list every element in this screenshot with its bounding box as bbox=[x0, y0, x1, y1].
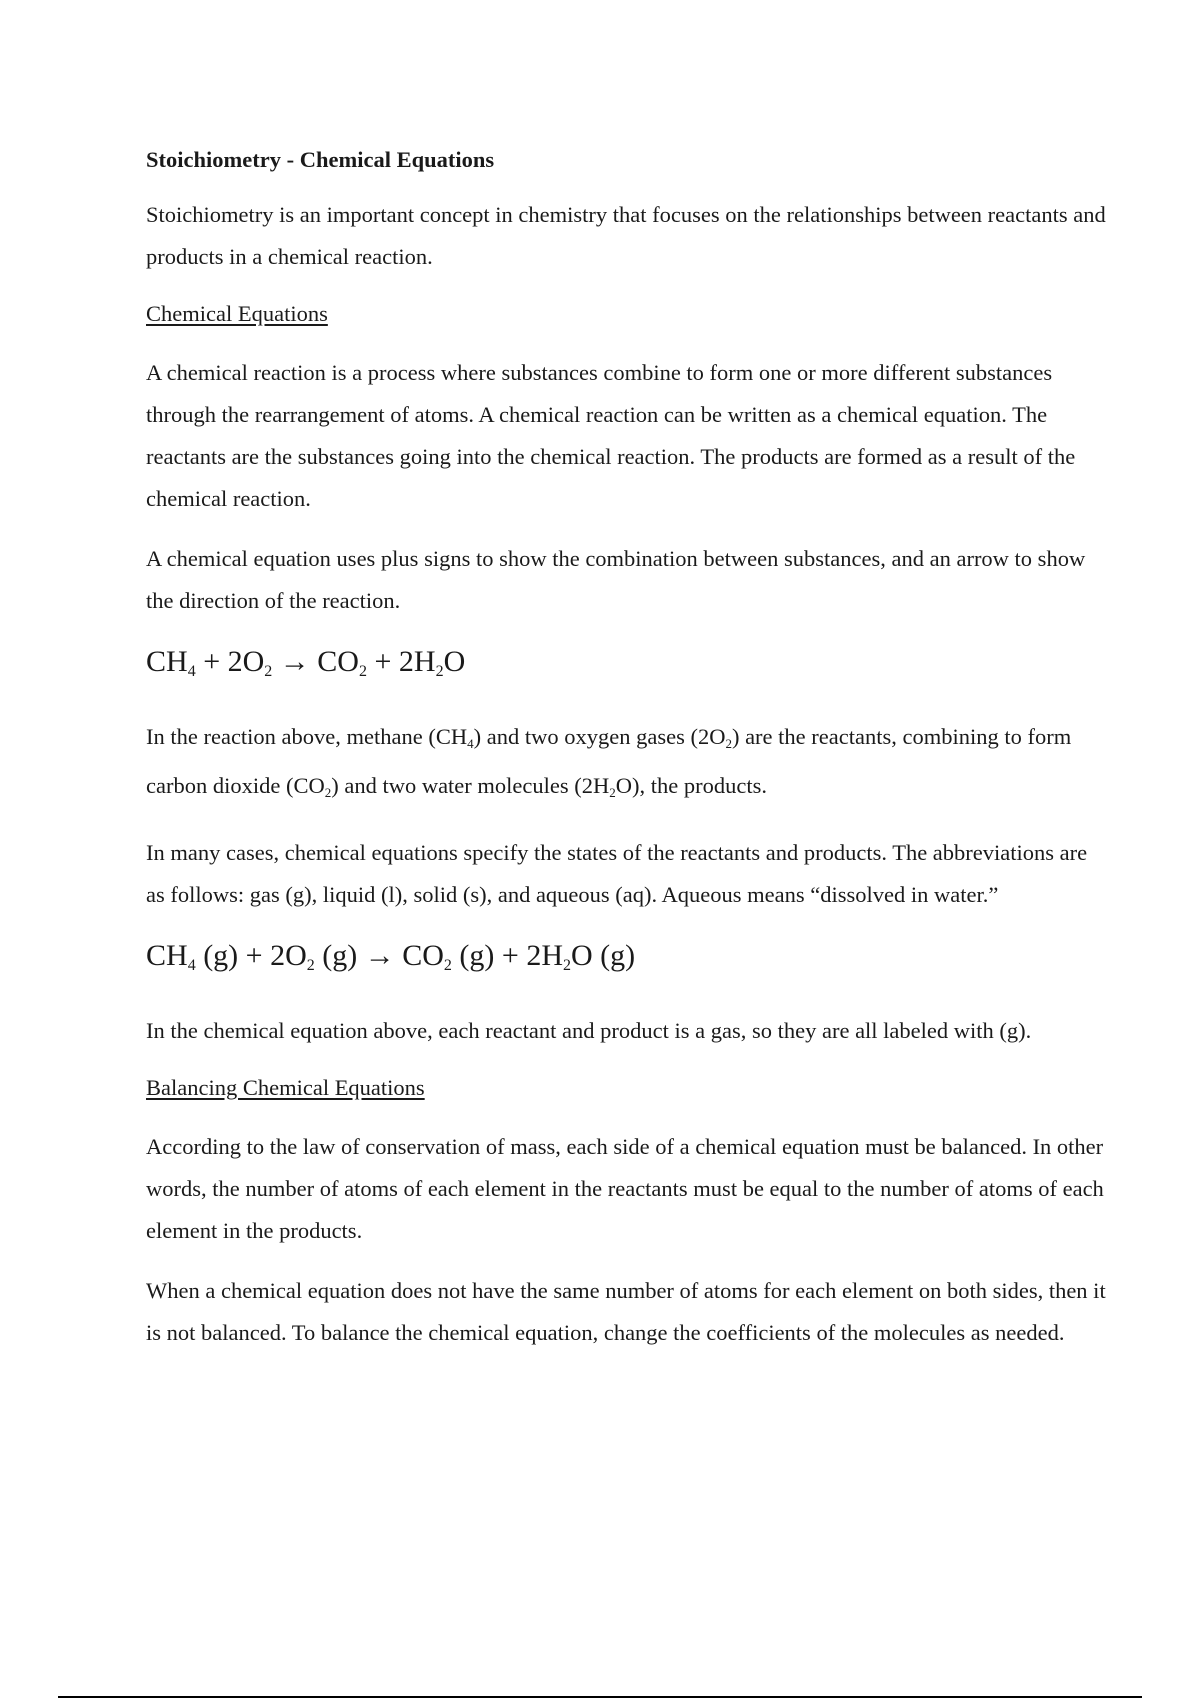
methane-combustion-equation: $CH_4 + 2O_2 \to CO_2 + 2H_2O$ bbox=[146, 645, 466, 680]
states-paragraph: In many cases, chemical equations specify the states of the reactants and products. The abbreviations are as follows: gas (g), liquid (l), solid (s), and aqueous (aq). Aqueous means “dissolved in water.” bbox=[146, 840, 1088, 907]
reactants-products-paragraph: In the reaction above, methane $(CH_4)$ and two oxygen gases $(2O_2)$ are the reactants, combining to form carbon dioxide $(CO_2)$ and two water molecules $(2H_2O)$, the products. bbox=[146, 724, 1072, 800]
gas-labels-paragraph: In the chemical equation above, each reactant and product is a gas, so they are all labeled with (g). bbox=[146, 1018, 1032, 1043]
conservation-paragraph: According to the law of conservation of mass, each side of a chemical equation must be balanced. In other words, the number of atoms of each element in the reactants must be equal to the number of atoms of each element in the products. bbox=[146, 1134, 1104, 1243]
section-heading-chemical-equations: Chemical Equations bbox=[146, 301, 328, 326]
document-title: Stoichiometry - Chemical Equations bbox=[146, 147, 495, 172]
states-equation: $CH_4$ $(g) + 2O_2$ $(g) \to CO_2$ $(g) + 2H_2O$ (g) bbox=[146, 939, 636, 974]
intro-paragraph: Stoichiometry is an important concept in chemistry that focuses on the relationships between reactants and products in a chemical reaction. bbox=[146, 202, 1106, 269]
equation-notation-paragraph: A chemical equation uses plus signs to show the combination between substances, and an arrow to show the direction of the reaction. bbox=[146, 546, 1086, 613]
section-heading-balancing: Balancing Chemical Equations bbox=[146, 1075, 425, 1100]
document-page bbox=[146, 142, 1106, 1372]
page-bottom-rule bbox=[58, 1696, 1142, 1698]
chemical-reaction-paragraph: A chemical reaction is a process where substances combine to form one or more different substances through the rearrangement of atoms. A chemical reaction can be written as a chemical equation. The reactants are the substances going into the chemical reaction. The products are formed as a result of the chemical reaction. bbox=[146, 360, 1076, 511]
balancing-paragraph: When a chemical equation does not have the same number of atoms for each element on both sides, then it is not balanced. To balance the chemical equation, change the coefficients of the molecules as needed. bbox=[146, 1278, 1106, 1345]
